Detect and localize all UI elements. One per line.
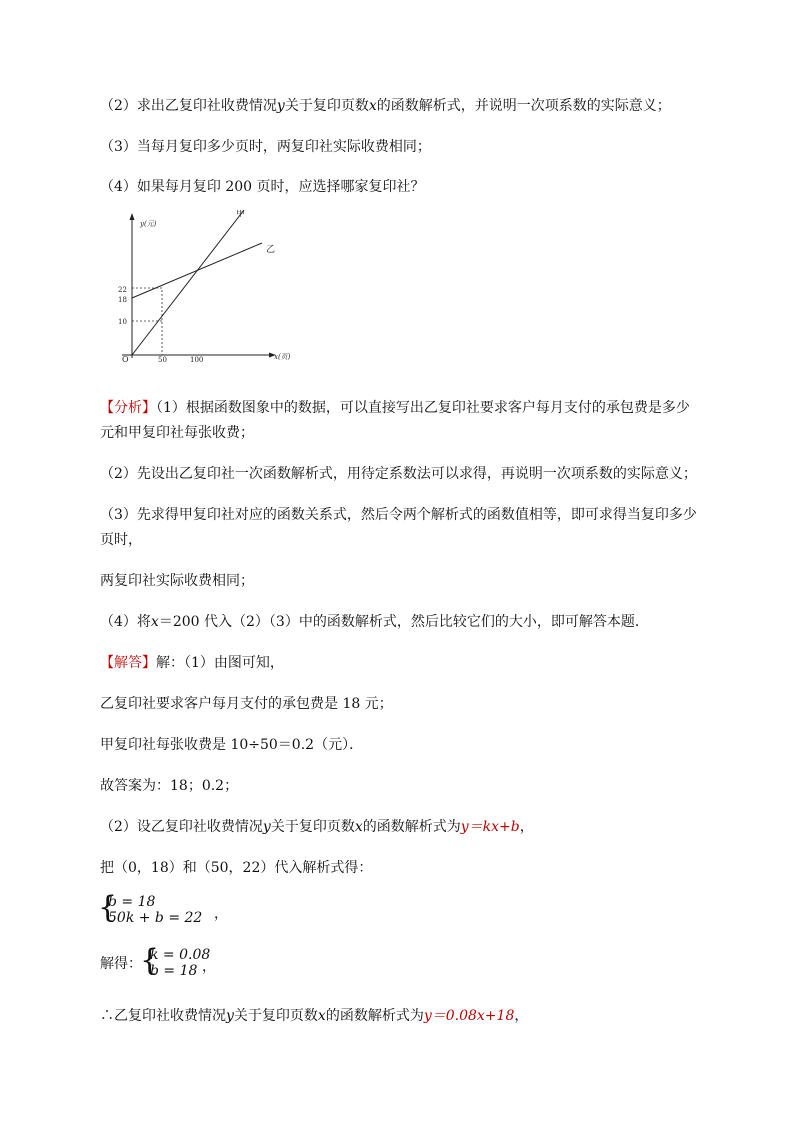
question-4: （4）如果每月复印 200 页时，应选择哪家复印社？: [100, 179, 425, 195]
y-tick-22: 22: [118, 286, 127, 294]
brace-2: {: [140, 943, 160, 978]
x-tick-50: 50: [158, 356, 167, 364]
analysis-p2: （2）先设出乙复印社一次函数解析式，用待定系数法可以求得，再说明一次项系数的实际意义；: [100, 466, 697, 482]
solution-l1: 【解答】解：（1）由图可知，: [100, 655, 284, 671]
line-yi: [132, 243, 262, 298]
y-tick-18: 18: [118, 296, 127, 304]
sys2-eq1: k = 0.08: [150, 947, 211, 963]
solution-tag: 【解答】: [100, 655, 156, 671]
sys2-eq2: b = 18: [150, 963, 198, 979]
solution-l3: 甲复印社每张收费是 10÷50＝0.2（元）．: [100, 737, 364, 753]
line-yi-label: 乙: [266, 245, 276, 255]
analysis-p1b: 元和甲复印社每张收费；: [100, 425, 254, 441]
analysis-p4: （4）将x＝200 代入（2）（3）中的函数解析式，然后比较它们的大小，即可解答本题．: [100, 614, 649, 630]
sys1-eq1: b = 18: [108, 894, 156, 910]
solution-l5: （2）设乙复印社收费情况y关于复印页数x的函数解析式为y＝kx+b，: [100, 819, 534, 835]
question-3: （3）当每月复印多少页时，两复印社实际收费相同；: [100, 139, 431, 155]
brace-1: {: [98, 890, 118, 925]
equation-system-1: { b = 18 50k + b = 22 ，: [98, 890, 228, 926]
equation-system-2: { k = 0.08 b = 18 ，: [140, 943, 216, 979]
function-graph: [110, 210, 300, 370]
solution-l2: 乙复印社要求客户每月支付的承包费是 18 元；: [100, 696, 393, 712]
y-tick-10: 10: [118, 318, 127, 326]
origin-label: O: [122, 355, 129, 364]
sys1-eq2: 50k + b = 22: [108, 910, 203, 926]
solution-l8: ∴乙复印社收费情况y关于复印页数x的函数解析式为y＝0.08x+18，: [100, 1008, 529, 1024]
solution-l4: 故答案为：18；0.2；: [100, 778, 239, 794]
line-jia-label: 甲: [236, 210, 246, 219]
solution-l6: 把（0，18）和（50，22）代入解析式得：: [100, 860, 373, 876]
x-tick-100: 100: [190, 356, 204, 364]
x-axis-label: x(页): [274, 353, 291, 361]
question-2: （2）求出乙复印社收费情况y关于复印页数x的函数解析式，并说明一次项系数的实际意义；: [100, 98, 671, 114]
y-axis-arrow: [130, 213, 135, 220]
analysis-p3a: （3）先求得甲复印社对应的函数关系式，然后令两个解析式的函数值相等，即可求得当复印多少: [100, 507, 697, 523]
analysis-p1a: 【分析】（1）根据函数图象中的数据，可以直接写出乙复印社要求客户每月支付的承包费是多少: [100, 400, 690, 416]
analysis-p3b: 页时，: [100, 532, 142, 548]
analysis-tag: 【分析】: [100, 400, 156, 416]
line-jia: [132, 210, 244, 355]
solution-l7: 解得：: [100, 956, 142, 972]
analysis-p3c: 两复印社实际收费相同；: [100, 573, 254, 589]
y-axis-label: y(元): [140, 220, 157, 228]
